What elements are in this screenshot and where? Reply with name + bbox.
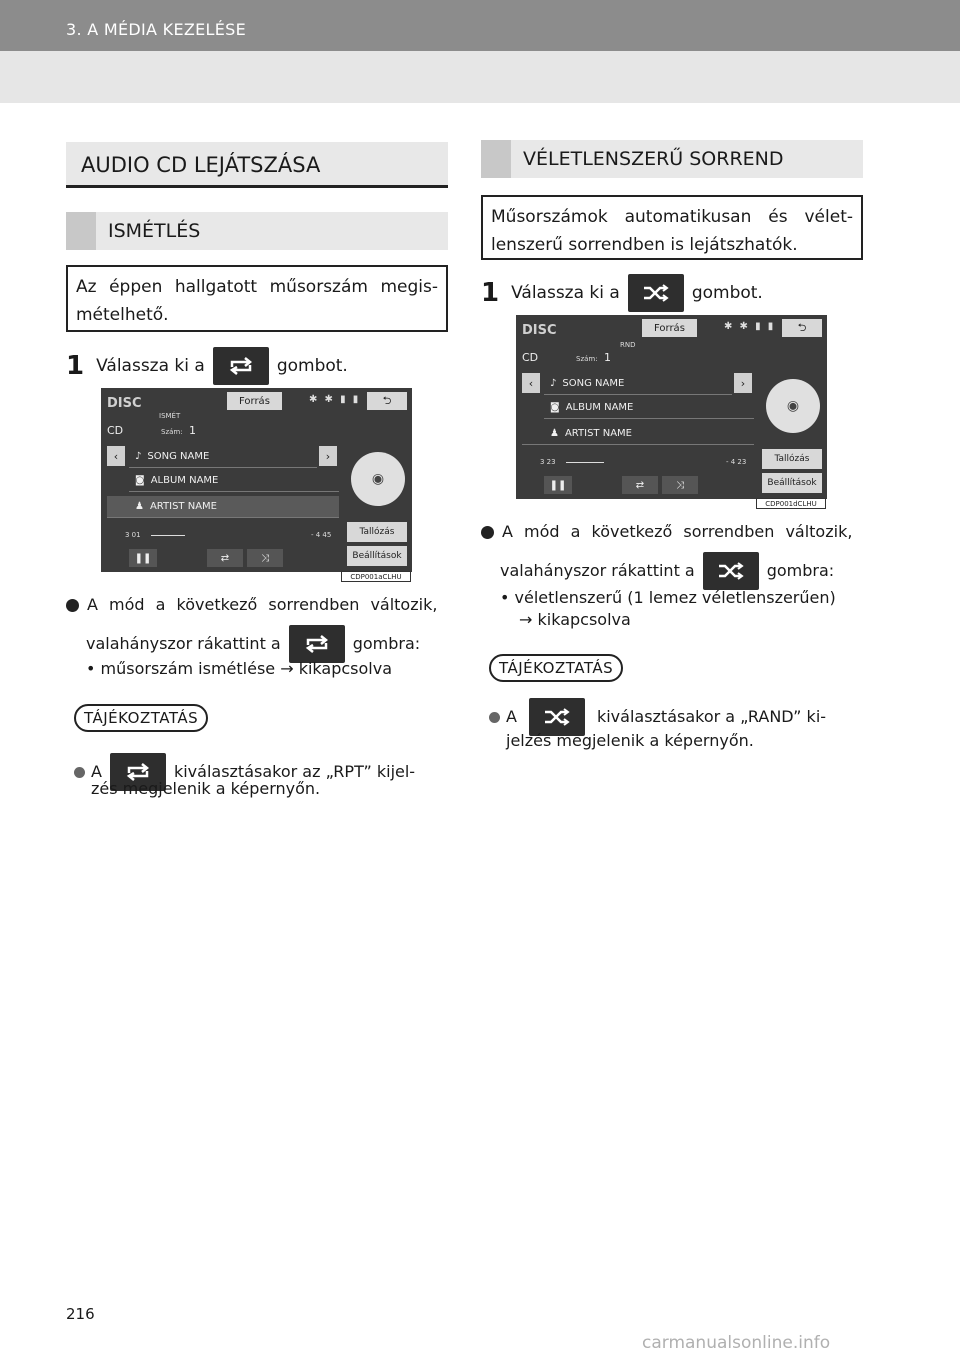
- album-name: ALBUM NAME: [150, 475, 219, 486]
- step-text-before: Válassza ki a: [511, 283, 620, 303]
- shuffle-icon: [542, 708, 572, 726]
- status-icons: ✱ ✱ ▮ ▮: [309, 394, 361, 405]
- album-row: [544, 397, 754, 419]
- artist-name: ARTIST NAME: [149, 501, 217, 512]
- progress-bar: [566, 462, 604, 463]
- screen-repeat: [101, 388, 412, 572]
- page-header: [0, 0, 960, 51]
- sub-item-right-1: • véletlenszerű (1 lemez véletlenszerűen): [500, 588, 836, 607]
- note-after: kiválasztásakor az „RPT” kijel-: [173, 762, 416, 781]
- main-heading-right-text: VÉLETLENSZERŰ SORREND: [523, 148, 784, 170]
- source-button: Forrás: [227, 392, 282, 410]
- watermark: carmanualsonline.info: [642, 1333, 831, 1353]
- repeat-icon: ⇄: [622, 476, 658, 494]
- music-note-icon: ♪: [135, 451, 142, 462]
- time-elapsed: 3 01: [125, 531, 141, 539]
- pause-icon: ❚❚: [544, 476, 572, 494]
- shuffle-icon: [716, 562, 746, 580]
- browse-button: Tallózás: [762, 449, 822, 469]
- bullet-line1: A mód a következő sorrendben változik,: [502, 522, 853, 541]
- mode-indicator: ISMÉT: [159, 412, 181, 420]
- next-icon: ›: [734, 373, 752, 393]
- repeat-icon: ⇄: [207, 549, 243, 567]
- main-heading-left: [66, 142, 448, 188]
- shuffle-icon: [641, 284, 671, 302]
- bullet-dot: [66, 599, 79, 612]
- screen-shuffle: [516, 315, 827, 499]
- artist-name: ARTIST NAME: [564, 428, 632, 439]
- bullet-text-after: gombra:: [352, 634, 421, 653]
- progress-bar: [151, 535, 185, 536]
- note-after: kiválasztásakor a „RAND” ki-: [596, 707, 827, 726]
- pause-icon: ❚❚: [129, 549, 157, 567]
- back-button: ⮌: [782, 319, 822, 337]
- main-heading-text: AUDIO CD LEJÁTSZÁSA: [81, 153, 321, 177]
- bullet-line2-right: [500, 551, 834, 591]
- heading-square: [481, 140, 511, 178]
- settings-button: Beállítások: [347, 546, 407, 566]
- bullet-text-after: gombra:: [766, 561, 835, 580]
- track-number: 1: [189, 424, 196, 437]
- song-name: SONG NAME: [562, 378, 625, 389]
- shuffle-icon: ⤨: [662, 476, 698, 494]
- intro-box-left: Az éppen hallgatott műsorszám megis-mételhető.: [66, 265, 448, 332]
- note-dot: [489, 712, 500, 723]
- intro-box-right: Műsorszámok automatikusan és vélet-lenszerű sorrendben is lejátszhatók.: [481, 195, 863, 260]
- time-remaining: - 4 45: [311, 531, 332, 539]
- track-label: Szám:: [576, 355, 598, 363]
- song-name: SONG NAME: [147, 451, 210, 462]
- info-label-right: TÁJÉKOZTATÁS: [489, 654, 623, 682]
- step-number: 1: [66, 351, 85, 381]
- step-text-after: gombot.: [691, 283, 763, 303]
- song-row: [544, 373, 732, 395]
- mode-indicator: RND: [620, 341, 636, 349]
- disc-icon: ◙: [135, 475, 145, 486]
- status-icons: ✱ ✱ ▮ ▮: [724, 321, 776, 332]
- artist-row: [522, 423, 754, 445]
- track-label: Szám:: [161, 428, 183, 436]
- note-line2-left: zés megjelenik a képernyőn.: [91, 779, 321, 798]
- step-left: [66, 346, 348, 386]
- source-button: Forrás: [642, 319, 697, 337]
- person-icon: ♟: [550, 428, 559, 439]
- disc-icon: ◙: [550, 402, 560, 413]
- step-right: [481, 273, 763, 313]
- track-number: 1: [604, 351, 611, 364]
- prev-icon: ‹: [107, 446, 125, 466]
- cd-icon: ◉: [766, 379, 820, 433]
- bullet-dot: [481, 526, 494, 539]
- prev-icon: ‹: [522, 373, 540, 393]
- note-before: A: [506, 707, 517, 726]
- section-title: 3. A MÉDIA KEZELÉSE: [66, 20, 247, 39]
- song-row: [129, 446, 317, 468]
- bullet-mode-right: [481, 520, 863, 544]
- header-band: [0, 51, 960, 103]
- step-text-after: gombot.: [276, 356, 348, 376]
- sub-item-left: • műsorszám ismétlése → kikapcsolva: [86, 659, 392, 678]
- next-icon: ›: [319, 446, 337, 466]
- shuffle-button-image: [628, 274, 684, 312]
- screen-disc-label: DISC: [522, 323, 557, 338]
- settings-button: Beállítások: [762, 473, 822, 493]
- music-note-icon: ♪: [550, 378, 557, 389]
- note-before: A: [91, 762, 102, 781]
- sub-heading-text: ISMÉTLÉS: [108, 220, 201, 242]
- bullet-mode-left: [66, 593, 448, 617]
- bullet-text-before: valahányszor rákattint a: [500, 561, 695, 580]
- person-icon: ♟: [135, 501, 144, 512]
- note-line2-right: jelzés megjelenik a képernyőn.: [506, 731, 754, 750]
- step-number: 1: [481, 278, 500, 308]
- back-button: ⮌: [367, 392, 407, 410]
- time-elapsed: 3 23: [540, 458, 556, 466]
- album-name: ALBUM NAME: [565, 402, 634, 413]
- figure-caption: CDP001dCLHU: [756, 498, 826, 509]
- shuffle-button-image: [703, 552, 759, 590]
- page-number: 216: [66, 1305, 95, 1323]
- repeat-icon: [302, 635, 332, 653]
- shuffle-icon: ⤨: [247, 549, 283, 567]
- artist-row: [107, 496, 339, 518]
- sub-heading-repeat: [66, 212, 448, 250]
- figure-caption: CDP001aCLHU: [341, 571, 411, 582]
- bullet-line1: A mód a következő sorrendben változik,: [87, 595, 438, 614]
- note-dot: [74, 767, 85, 778]
- bullet-text-before: valahányszor rákattint a: [86, 634, 281, 653]
- cd-icon: ◉: [351, 452, 405, 506]
- heading-rule: [66, 185, 448, 188]
- time-remaining: - 4 23: [726, 458, 747, 466]
- sub-item-right-2: → kikapcsolva: [519, 610, 631, 629]
- browse-button: Tallózás: [347, 522, 407, 542]
- cd-label: CD: [522, 351, 539, 364]
- main-heading-right: [481, 140, 863, 178]
- info-label-left: TÁJÉKOZTATÁS: [74, 704, 208, 732]
- screen-disc-label: DISC: [107, 396, 142, 411]
- album-row: [129, 470, 339, 492]
- repeat-icon: [226, 357, 256, 375]
- heading-square: [66, 212, 96, 250]
- step-text-before: Válassza ki a: [96, 356, 205, 376]
- cd-label: CD: [107, 424, 124, 437]
- repeat-button-image: [213, 347, 269, 385]
